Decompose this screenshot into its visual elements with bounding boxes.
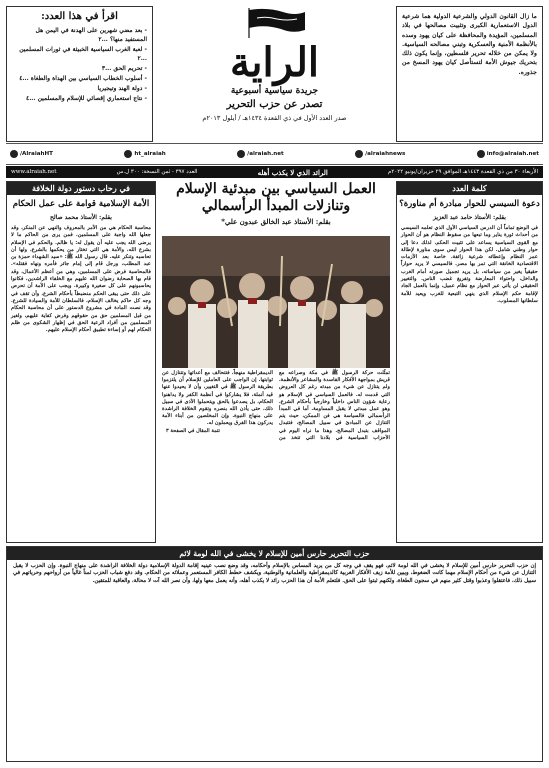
contents-item[interactable]: - أسلوب الخطاب السياسي بين الهداة والطغاة ...٤ xyxy=(19,75,147,82)
constitution-author: بقلم: الأستاذ محمد صالح xyxy=(50,214,112,221)
editorial-column xyxy=(396,181,543,543)
social-email[interactable]: info@alraiah.net xyxy=(477,150,539,158)
lead-continued[interactable]: تتمة المقال في الصفحة ٣ xyxy=(166,427,220,434)
lead-title: العمل السياسي بين مبدئية الإسلام وتنازلات المبدأ الرأسمالي xyxy=(176,181,376,214)
email-icon xyxy=(477,150,485,158)
flag-icon xyxy=(243,8,307,38)
contents-item[interactable]: - تحريم الحق ...٣ xyxy=(101,65,147,72)
facebook-icon xyxy=(10,150,18,158)
masthead-publisher: تصدر عن حزب التحرير xyxy=(226,99,323,110)
contents-item[interactable]: - بعد مضي شهرين على الهدنة في اليمن هل المستفيد منها؟ ...٢ xyxy=(35,27,147,43)
instagram-icon xyxy=(237,150,245,158)
social-alraiahnews[interactable]: /alraiahnews xyxy=(355,150,405,158)
social-alraiahht[interactable]: /AlraiahHT xyxy=(10,150,53,158)
crowd-photo-icon xyxy=(162,236,390,368)
issue-number: العدد ٣٩٧ - ثمن النسخة: ٣٠٠ ل.س xyxy=(116,169,198,175)
lead-photo xyxy=(162,236,390,368)
issue-date: الأربعاء ٣٠ من ذي القعدة ١٤٤٣هـ الموافق ٢٩ حزيران/يونيو ٢٠٢٢م xyxy=(387,169,538,175)
constitution-column xyxy=(6,181,156,543)
youtube-icon xyxy=(355,150,363,158)
tagline: الرائد الذي لا يكذب أهله xyxy=(257,167,328,177)
lead-body-text: تمثّلت حركة الرسول ﷺ في مكة وصراعه مع قريش بمواجهة الأفكار الفاسدة والمشاعر والأنظمة، ولم يتنازل عن شيء من مبدئه رغم كل العروض التي قدمت له. فالعمل السياسي في الإسلام هو رعاية شؤون الناس داخلياً وخارجياً بأحكام الشرع، وهو عمل مبدئي لا يقبل المساومة. أما في المبدأ الرأسمالي فالسياسة هي فن الممكن، حيث يتم التنازل عن المبادئ في سبيل المصالح، فتتبدل المواقف بتبدل المصالح. وهذا ما نراه اليوم في الأحزاب السياسية في بلادنا التي تتخذ من الديمقراطية منهجاً، فتتحالف مع أعدائها وتتنازل عن ثوابتها. إن الواجب على العاملين للإسلام أن يلتزموا بطريقة الرسول ﷺ في التغيير، وأن لا يحيدوا عنها قيد أنملة، فلا يشاركوا في أنظمة الكفر ولا يداهنوا الحكام، بل يصدعوا بالحق ويتحملوا الأذى في سبيل ذلك، حتى يأذن الله بنصره وتقوم الخلافة الراشدة على منهاج النبوة. وإن المخلصين من أبناء الأمة يدركون هذا الفرق ويعملون له. xyxy=(162,370,390,441)
lead-headline xyxy=(162,181,390,235)
top-right-quote xyxy=(396,6,543,142)
twitter-icon xyxy=(124,150,132,158)
social-alraiah[interactable]: /alraiah.net xyxy=(237,150,284,158)
masthead xyxy=(157,6,392,142)
lead-body xyxy=(162,370,390,544)
masthead-subtitle: جريدة سياسية أسبوعية xyxy=(230,86,319,96)
contents-title: اقرأ في هذا العدد: xyxy=(41,11,118,22)
social-ht-alraiah[interactable]: ht_alraiah xyxy=(124,150,165,158)
contents-item[interactable]: - دولة الهند وتيجيريا xyxy=(97,85,147,92)
editorial-body: في الوضع تماماً أن الدرس السياسي الأول الذي تعلمه السيسي من أحداث ثورة يناير وما تبعها من سقوط النظام هو أن الحوار مع القوى السياسية يساعد على تثبيت الحكم، لذلك دعا إلى حوار وطني شامل. لكن هذا الحوار ليس سوى مناورة لإطالة عمر النظام وإعطائه شرعية زائفة، خاصة بعد الأزمات الاقتصادية الخانقة التي تمر بها مصر. فالسيسي لا يريد حواراً حقيقياً يغير من سياساته، بل يريد تجميل صورته أمام الغرب والداخل، واحتواء المعارضة وتفريغ غضب الناس. والتغيير الحقيقي لن يأتي عبر الحوار مع نظام عميل، وإنما بالعمل الجاد لإقامة حكم الإسلام الذي ينهي التبعية للغرب ويعيد للأمة سلطانها المسلوب. xyxy=(401,225,538,304)
constitution-title: الأمة الإسلامية قوامة على عمل الحكام xyxy=(12,199,150,209)
contents-item[interactable]: - نتاج استعماري إقصائي للإسلام والمسلمين ...٤ xyxy=(25,95,147,102)
constitution-body: محاسبة الحكام هي من الأمر بالمعروف والنهي عن المنكر، وقد جعلها الله واجبة على المسلمين، فمن يرى من الحاكم ما لا يرضى الله يجب عليه أن يقول له: يا ظالم. والحكم في الإسلام بشرع الله، والأمة هي التي تختار من يحكمها بالشرع، ولها أن تحاسبه وتنكر عليه. قال رسول الله ﷺ: «سيد الشهداء حمزة بن عبد المطلب، ورجل قام إلى إمام جائر فأمره ونهاه فقتله». فالمحاسبة فرض على المسلمين، وهي من أعظم الأعمال، وقد قام بها الصحابة رضوان الله عليهم مع الخلفاء الراشدين، فكانوا يحاسبونهم على كل صغيرة وكبيرة. ويجب على الأمة أن تحرص على ذلك حتى يبقى الحكم منضبطاً بأحكام الشرع، وأن تقف في وجه كل حاكم يخالف الإسلام، فالسلطان للأمة والسيادة للشرع. وقد نصت المادة في مشروع الدستور على أن محاسبة الحكام من قبل المسلمين حق من حقوقهم وفرض كفاية عليهم، ولغير المسلمين من أفراد الرعية الحق في إظهار الشكوى من ظلم الحكام لهم أو إساءة تطبيق أحكام الإسلام عليهم. xyxy=(11,225,151,334)
bottom-article xyxy=(6,546,543,762)
contents-list xyxy=(12,26,147,103)
lead-author: بقلم: الأستاذ عبد الخالق عبدون علي* xyxy=(221,217,331,226)
masthead-logo: الراية xyxy=(229,39,320,86)
top-right-text: ما زال القانون الدولي والشرعية الدولية هما شرعية الدول الاستعمارية الكبرى وتثبيت مصالحها في بلاد المسلمين، المؤيدة والمحافظة على كيان يهود وسده بالأنظمة الأمنية والعسكرية وتبني مصالحه السياسية. ولا يمكن من خلاله تحرير فلسطين، وإنما يكون ذلك بتحريك جيوش الأمة لتستأصل كيان يهود المسخ من جذوره. xyxy=(402,13,537,76)
editorial-title: دعوة السيسي للحوار مبادرة أم مناورة؟ xyxy=(399,199,540,209)
contents-item[interactable]: - لعبة الغرب السياسية الخبيثة في ثورات المسلمين ...٢ xyxy=(19,46,147,62)
editorial-author: بقلم: الأستاذ حامد عبد العزيز xyxy=(433,214,506,221)
editorial-section-head: كلمة العدد xyxy=(397,182,542,195)
bottom-section-head: حزب التحرير حارس أمين للإسلام لا يخشى في الله لومة لائم xyxy=(7,547,542,560)
masthead-since: صدر العدد الأول في ذي القعدة ١٤٣٤هـ / أيلول ٢٠١٣م xyxy=(202,114,347,122)
info-bar xyxy=(6,166,543,178)
social-bar xyxy=(6,143,543,165)
website-link[interactable]: www.alraiah.net xyxy=(11,169,57,175)
bottom-body: إن حزب التحرير حارس أمين للإسلام لا يخشى في الله لومة لائم، فهو يقف في وجه كل من يريد المساس بالإسلام وأحكامه، وقد وضع نصب عينيه إقامة الدولة الإسلامية دولة الخلافة الراشدة على منهاج النبوة. وإن الحزب لا يقبل التنازل عن شيء من أحكام الإسلام مهما كانت الضغوط، ويبين للأمة زيف الأفكار الغربية كالديمقراطية والعلمانية والوطنية، ويكشف خطط الكافر المستعمر وعملائه من الحكام. وقد دفع شباب الحزب ثمناً غالياً من أرواحهم وحرياتهم في سبيل ذلك، فاعتقلوا وعذبوا وقتل كثير منهم في سجون الطغاة، ولكنهم ثبتوا على الحق. فلتعلم الأمة أن هذا الحزب رائد لا يكذب أهله، وأنه يعمل معها ولها، وأن نصر الله آت لا محالة، والعاقبة للمتقين. xyxy=(13,563,536,584)
constitution-section-head: في رحاب دستور دولة الخلافة xyxy=(7,182,155,195)
contents-box xyxy=(6,6,153,142)
